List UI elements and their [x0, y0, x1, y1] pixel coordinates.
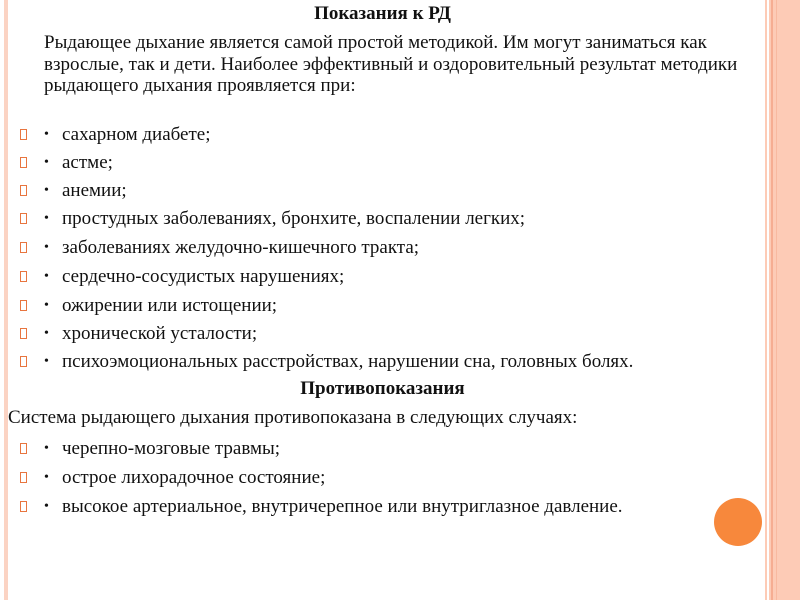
list-item-text: острое лихорадочное состояние;: [62, 467, 326, 488]
bullet-box-icon: [20, 328, 27, 339]
intro-paragraph: Рыдающее дыхание является самой простой методикой. Им могут заниматься как взрослые, так и дети. Наиболее эффективный и оздоровительный результат методики рыдающего дыхания проявляется при:: [44, 32, 738, 96]
bullet-dot: •: [44, 240, 49, 255]
decor-circle: [714, 498, 762, 546]
list-item-text: ожирении или истощении;: [62, 295, 278, 316]
list-item-text: анемии;: [62, 180, 127, 201]
bullet-box-icon: [20, 472, 27, 483]
bullet-dot: •: [44, 441, 49, 456]
list-item-text: простудных заболеваниях, бронхите, воспалении легких;: [62, 208, 526, 229]
bullet-dot: •: [44, 155, 49, 170]
list-item-text: сердечно-сосудистых нарушениях;: [62, 266, 345, 287]
right-decor-line: [771, 0, 773, 600]
right-decor-line: [767, 0, 769, 600]
bullet-box-icon: [20, 300, 27, 311]
bullet-dot: •: [44, 211, 49, 226]
contraindications-heading: Противопоказания: [300, 378, 465, 399]
bullet-dot: •: [44, 470, 49, 485]
bullet-dot: •: [44, 298, 49, 313]
bullet-box-icon: [20, 356, 27, 367]
bullet-dot: •: [44, 269, 49, 284]
list-item-text: психоэмоциональных расстройствах, нарушении сна, головных болях.: [62, 351, 634, 372]
bullet-dot: •: [44, 326, 49, 341]
list-item-text: заболеваниях желудочно-кишечного тракта;: [62, 237, 420, 258]
list-item-text: черепно-мозговые травмы;: [62, 438, 281, 459]
bullet-box-icon: [20, 129, 27, 140]
list-item-text: сахарном диабете;: [62, 124, 211, 145]
bullet-dot: •: [44, 354, 49, 369]
bullet-dot: •: [44, 499, 49, 514]
left-decor-stripe: [4, 0, 8, 600]
bullet-box-icon: [20, 501, 27, 512]
list-item-text: астме;: [62, 152, 113, 173]
bullet-box-icon: [20, 271, 27, 282]
right-decor-line: [776, 0, 777, 600]
bullet-box-icon: [20, 157, 27, 168]
bullet-box-icon: [20, 185, 27, 196]
slide-title: Показания к РД: [314, 3, 451, 24]
bullet-box-icon: [20, 213, 27, 224]
bullet-box-icon: [20, 242, 27, 253]
bullet-dot: •: [44, 127, 49, 142]
list-item-text: высокое артериальное, внутричерепное или внутриглазное давление.: [62, 496, 623, 517]
bullet-dot: •: [44, 183, 49, 198]
bullet-box-icon: [20, 443, 27, 454]
contraindications-intro: Система рыдающего дыхания противопоказана в следующих случаях:: [8, 407, 578, 428]
list-item-text: хронической усталости;: [62, 323, 258, 344]
